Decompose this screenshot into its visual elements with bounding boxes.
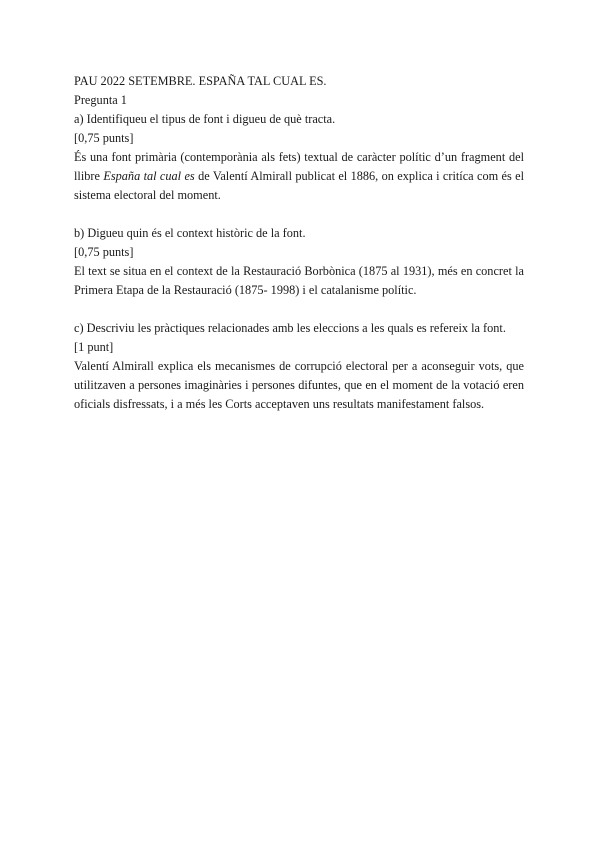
question-label: Pregunta 1 — [74, 93, 127, 107]
section-b-points: [0,75 punts] — [74, 245, 134, 259]
section-a-prompt: a) Identifiqueu el tipus de font i digueu de què tracta. — [74, 112, 336, 126]
document-title: PAU 2022 SETEMBRE. ESPAÑA TAL CUAL ES. — [74, 74, 327, 88]
section-spacer — [74, 205, 524, 224]
section-spacer — [74, 300, 524, 319]
section-a-answer — [74, 148, 524, 205]
section-b-prompt: b) Digueu quin és el context històric de la font. — [74, 226, 306, 240]
section-c-answer: Valentí Almirall explica els mecanismes de corrupció electoral per a aconseguir vots, que utilitzaven a persones imaginàries i persones difuntes, que en el moment de la votació eren oficials disfressats, i a més les Corts acceptaven uns resultats manifestament falsos. — [74, 359, 524, 411]
section-a-points: [0,75 punts] — [74, 131, 134, 145]
section-a-answer-text-end: de Valentí Almirall publicat el 1886, on explica i critíca com és el sistema electoral del moment. — [74, 169, 525, 202]
section-c-points: [1 punt] — [74, 340, 114, 354]
document-page — [74, 72, 524, 414]
section-b-answer: El text se situa en el context de la Restauració Borbònica (1875 al 1931), més en concret la Primera Etapa de la Restauració (1875- 1998) i el catalanisme polític. — [74, 264, 524, 297]
section-a — [74, 110, 524, 205]
section-c-prompt: c) Descriviu les pràctiques relacionades amb les eleccions a les quals es refereix la font. — [74, 321, 506, 335]
section-a-answer-text-start: És una font primària (contemporània als fets) textual de caràcter polític d’un fragment del llibre — [74, 150, 524, 183]
book-title: España tal cual es — [103, 169, 195, 183]
section-c — [74, 319, 524, 414]
section-b — [74, 224, 524, 300]
